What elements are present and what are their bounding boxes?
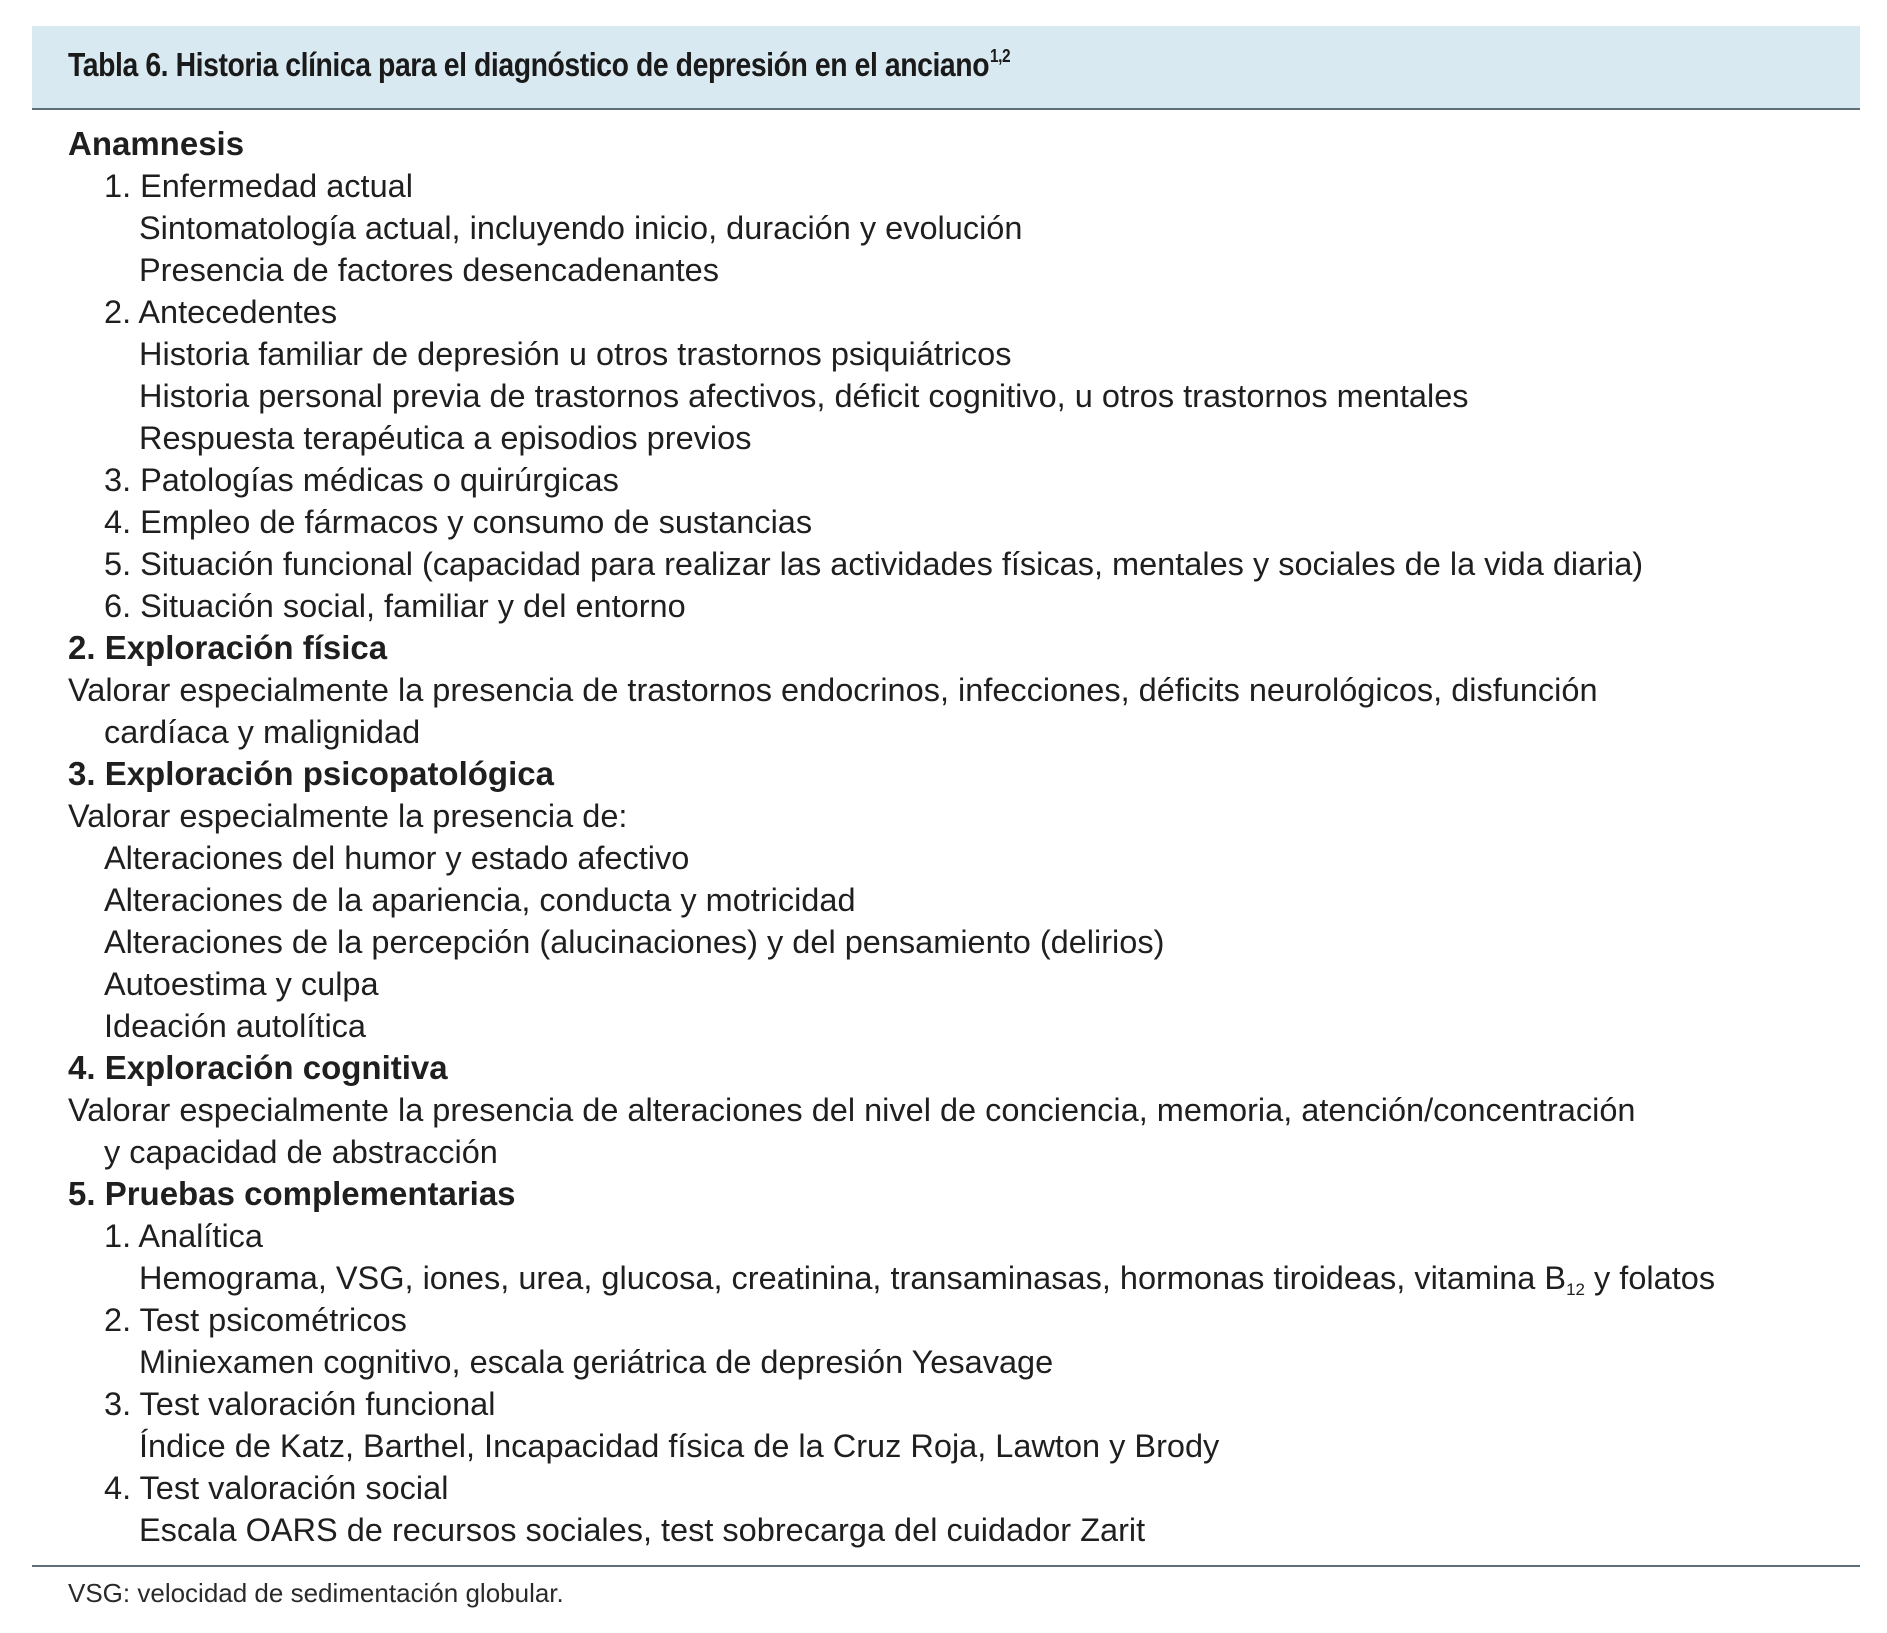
list-subitem: Presencia de factores desencadenantes — [139, 252, 719, 288]
section-text: Valorar especialmente la presencia de trastornos endocrinos, infecciones, déficits neurológicos, disfunción — [68, 672, 1598, 708]
list-item: 2. Antecedentes — [104, 294, 338, 330]
list-subitem-text: y folatos — [1585, 1260, 1716, 1296]
list-item: 4. Test valoración social — [104, 1470, 449, 1506]
list-subitem: Respuesta terapéutica a episodios previos — [139, 420, 752, 456]
list-item: 1. Analítica — [104, 1218, 263, 1254]
list-item: 2. Test psicométricos — [104, 1302, 407, 1338]
list-subitem: Sintomatología actual, incluyendo inicio, duración y evolución — [139, 210, 1023, 246]
section-heading-exploracion-psicopatologica: 3. Exploración psicopatológica — [68, 755, 554, 792]
table-title — [68, 46, 1010, 84]
list-item: 1. Enfermedad actual — [104, 168, 413, 204]
section-text: Valorar especialmente la presencia de: — [68, 798, 628, 834]
list-item: Alteraciones de la percepción (alucinaciones) y del pensamiento (delirios) — [104, 924, 1165, 960]
list-subitem: Miniexamen cognitivo, escala geriátrica de depresión Yesavage — [139, 1344, 1054, 1380]
list-item: Autoestima y culpa — [104, 966, 379, 1002]
table-bottom-rule — [32, 1565, 1860, 1567]
list-item: Alteraciones de la apariencia, conducta y motricidad — [104, 882, 856, 918]
list-subitem: Índice de Katz, Barthel, Incapacidad física de la Cruz Roja, Lawton y Brody — [139, 1428, 1220, 1464]
section-heading-exploracion-fisica: 2. Exploración física — [68, 629, 388, 666]
list-item: Ideación autolítica — [104, 1008, 366, 1044]
table-title-references: 1,2 — [989, 46, 1011, 66]
section-heading-pruebas-complementarias: 5. Pruebas complementarias — [68, 1175, 516, 1212]
table-footnote: VSG: velocidad de sedimentación globular. — [68, 1578, 564, 1608]
table-title-text: Tabla 6. Historia clínica para el diagnóstico de depresión en el anciano — [68, 46, 990, 83]
list-subitem — [139, 1258, 1715, 1298]
list-subitem: Historia personal previa de trastornos afectivos, déficit cognitivo, u otros trastornos mentales — [139, 378, 1469, 414]
list-item: 5. Situación funcional (capacidad para realizar las actividades físicas, mentales y sociales de la vida diaria) — [104, 546, 1644, 582]
list-item: 4. Empleo de fármacos y consumo de sustancias — [104, 504, 813, 540]
list-item: 3. Test valoración funcional — [104, 1386, 496, 1422]
subscript: 12 — [1566, 1280, 1585, 1299]
section-text: Valorar especialmente la presencia de alteraciones del nivel de conciencia, memoria, atención/concentración — [68, 1092, 1636, 1128]
list-subitem: Escala OARS de recursos sociales, test sobrecarga del cuidador Zarit — [139, 1512, 1146, 1548]
list-subitem-text: Hemograma, VSG, iones, urea, glucosa, creatinina, transaminasas, hormonas tiroideas, vitamina B — [139, 1260, 1567, 1296]
list-item: Alteraciones del humor y estado afectivo — [104, 840, 690, 876]
list-item: 3. Patologías médicas o quirúrgicas — [104, 462, 619, 498]
list-subitem: Historia familiar de depresión u otros trastornos psiquiátricos — [139, 336, 1012, 372]
section-text-continuation: cardíaca y malignidad — [104, 714, 421, 750]
section-heading-anamnesis: Anamnesis — [68, 125, 245, 162]
section-heading-exploracion-cognitiva: 4. Exploración cognitiva — [68, 1049, 448, 1086]
table-header — [32, 26, 1860, 110]
list-item: 6. Situación social, familiar y del entorno — [104, 588, 686, 624]
section-text-continuation: y capacidad de abstracción — [104, 1134, 498, 1170]
